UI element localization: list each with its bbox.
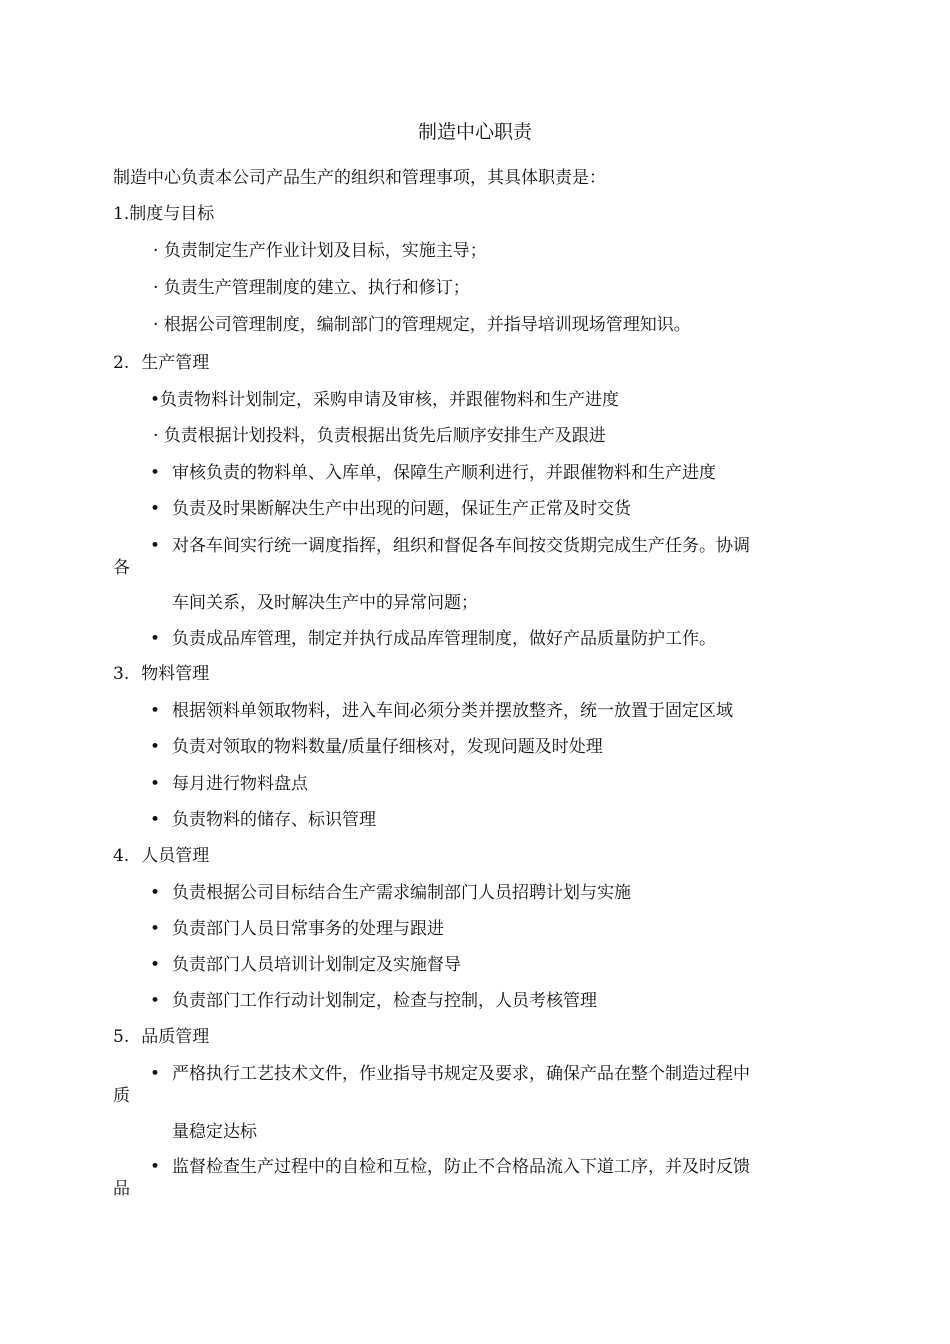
bullet-mark: ·	[153, 241, 159, 261]
bullet-mark: •	[150, 1064, 161, 1084]
section-heading	[113, 845, 209, 867]
list-item	[153, 240, 487, 262]
bullet-mark: •	[150, 1157, 161, 1177]
section-heading: 1.制度与目标	[113, 204, 215, 224]
bullet-mark: •	[150, 390, 161, 410]
list-item	[153, 314, 691, 336]
list-item-text: 根据公司管理制度，编制部门的管理规定，并指导培训现场管理知识。	[163, 315, 691, 335]
list-item-continuation: 量稳定达标	[172, 1122, 257, 1142]
list-item	[150, 1063, 750, 1085]
list-item	[153, 277, 470, 299]
list-item	[150, 773, 308, 795]
list-item-text: 负责部门人员培训计划制定及实施督导	[172, 955, 461, 975]
list-item	[150, 954, 461, 976]
section-title: 人员管理	[141, 846, 210, 866]
list-item-text: 负责及时果断解决生产中出现的问题，保证生产正常及时交货	[172, 499, 631, 519]
section-title: 物料管理	[141, 664, 210, 684]
list-item-text: 负责对领取的物料数量/质量仔细核对，发现问题及时处理	[172, 737, 603, 757]
intro-paragraph: 制造中心负责本公司产品生产的组织和管理事项，其具体职责是：	[113, 168, 606, 188]
section-number: 3.	[113, 664, 130, 684]
list-item-text: 负责根据计划投料，负责根据出货先后顺序安排生产及跟进	[163, 426, 606, 446]
bullet-mark: •	[150, 774, 161, 794]
section-number: 2.	[113, 353, 130, 373]
list-item	[150, 498, 631, 520]
list-item-wrap: 质	[113, 1086, 130, 1106]
list-item	[150, 918, 444, 940]
section-heading	[113, 352, 209, 374]
list-item	[150, 990, 597, 1012]
list-item-text: 负责制定生产作业计划及目标，实施主导；	[163, 241, 487, 261]
bullet-mark: ·	[153, 315, 159, 335]
page-title: 制造中心职责	[417, 121, 532, 143]
section-heading	[113, 663, 209, 685]
list-item	[150, 389, 619, 411]
bullet-mark: ·	[153, 426, 159, 446]
bullet-mark: •	[150, 499, 161, 519]
section-title: 品质管理	[141, 1027, 210, 1047]
bullet-mark: •	[150, 629, 161, 649]
section-number: 4.	[113, 846, 130, 866]
bullet-mark: •	[150, 883, 161, 903]
bullet-mark: •	[150, 463, 161, 483]
section-title: 生产管理	[141, 353, 210, 373]
list-item-wrap: 各	[113, 558, 130, 578]
list-item-text: 审核负责的物料单、入库单，保障生产顺利进行，并跟催物料和生产进度	[172, 463, 716, 483]
list-item-text: 负责根据公司目标结合生产需求编制部门人员招聘计划与实施	[172, 883, 631, 903]
list-item-text: 监督检查生产过程中的自检和互检，防止不合格品流入下道工序，并及时反馈	[172, 1157, 750, 1177]
list-item-text: 严格执行工艺技术文件，作业指导书规定及要求，确保产品在整个制造过程中	[172, 1064, 750, 1084]
list-item-text: 对各车间实行统一调度指挥，组织和督促各车间按交货期完成生产任务。协调	[172, 536, 750, 556]
bullet-mark: •	[150, 536, 161, 556]
list-item-text: 负责物料计划制定，采购申请及审核，并跟催物料和生产进度	[160, 390, 620, 410]
list-item	[150, 882, 631, 904]
list-item-text: 负责成品库管理，制定并执行成品库管理制度，做好产品质量防护工作。	[172, 629, 716, 649]
bullet-mark: •	[150, 919, 161, 939]
list-item	[150, 628, 716, 650]
list-item-text: 根据领料单领取物料，进入车间必须分类并摆放整齐，统一放置于固定区域	[172, 701, 733, 721]
list-item	[150, 736, 603, 758]
section-heading	[113, 1026, 209, 1048]
list-item	[153, 425, 606, 447]
section-number: 5.	[113, 1027, 130, 1047]
list-item-continuation: 车间关系，及时解决生产中的异常问题；	[172, 593, 478, 613]
list-item	[150, 535, 750, 557]
bullet-mark: •	[150, 737, 161, 757]
bullet-mark: •	[150, 955, 161, 975]
list-item-text: 负责部门工作行动计划制定，检查与控制，人员考核管理	[172, 991, 597, 1011]
list-item-wrap: 品	[113, 1179, 130, 1199]
list-item-text: 负责部门人员日常事务的处理与跟进	[172, 919, 444, 939]
bullet-mark: •	[150, 991, 161, 1011]
list-item	[150, 809, 376, 831]
list-item-text: 负责生产管理制度的建立、执行和修订；	[163, 278, 470, 298]
bullet-mark: •	[150, 701, 161, 721]
list-item	[150, 700, 733, 722]
list-item	[150, 462, 716, 484]
list-item-text: 每月进行物料盘点	[172, 774, 308, 794]
bullet-mark: •	[150, 810, 161, 830]
list-item	[150, 1156, 750, 1178]
list-item-text: 负责物料的储存、标识管理	[172, 810, 376, 830]
bullet-mark: ·	[153, 278, 159, 298]
